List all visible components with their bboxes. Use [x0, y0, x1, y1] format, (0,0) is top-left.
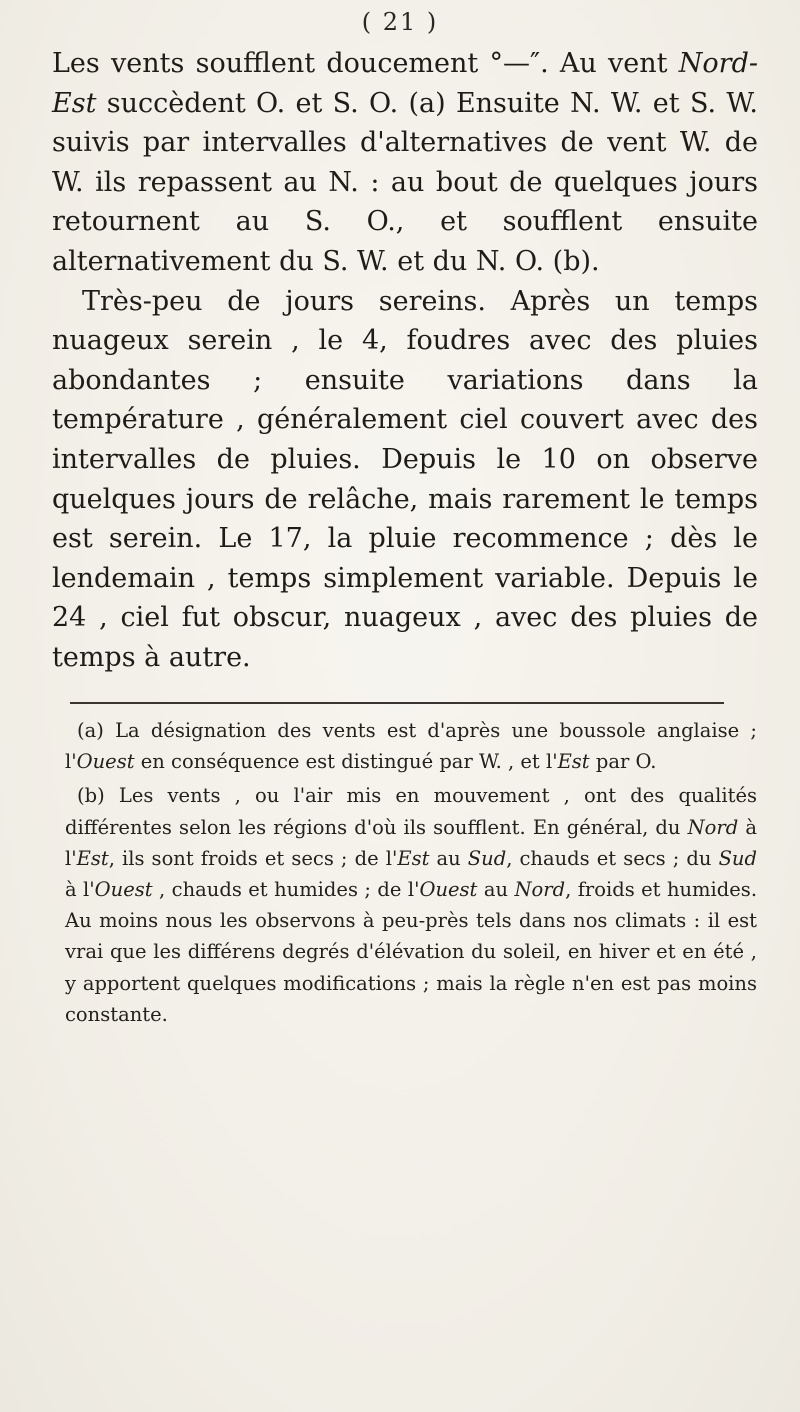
footnote-a-text: en conséquence est distingué par W. , et l' [134, 750, 558, 774]
footnote-b-italic: Nord [687, 815, 739, 839]
footnote-b-text: au [477, 878, 515, 902]
footnote-a-text: par O. [589, 750, 657, 774]
footnote-b-italic: Sud [467, 846, 507, 870]
footnote-a-italic: Ouest [76, 750, 135, 774]
footnote-b-italic: Est [76, 846, 109, 870]
footnote-b-italic: Est [397, 846, 430, 870]
footnote-b-italic: Ouest [419, 878, 478, 902]
footnote-a-text: (a) La désignation des vents est d'après une boussole anglaise ; l' [65, 719, 757, 774]
footnote-a [65, 715, 757, 777]
footnote-a-italic: Est [557, 750, 590, 774]
footnote-b-text: , ils sont froids et secs ; de l' [108, 846, 398, 870]
footnote-b-text: (b) Les vents , ou l'air mis en mouvement , ont des qualités différentes selon les régions d'où ils soufflent. En général, du [65, 784, 757, 839]
paragraph-winds-text-1: Les vents soufflent doucement °—″. Au vent [52, 48, 679, 79]
paragraph-winds-text-2: succèdent O. et S. O. (a) Ensuite N. W. et S. W. suivis par intervalles d'alternatives de vent W. de W. ils repassent au N. : au bout de quelques jours retournent au S. O., et soufflent ensuite alternativement du S. W. et du N. O. (b). [52, 87, 758, 277]
footnote-b-text: au [429, 846, 468, 870]
main-text-block [52, 44, 758, 678]
page-number: ( 21 ) [361, 8, 439, 36]
footnote-b-text: , froids et humides. Au moins nous les observons à peu-près tels dans nos climats : il est vrai que les différens degrés d'élévation du soleil, en hiver et en été , y apportent quelques modifications ; mais la règle n'en est pas moins constante. [65, 878, 758, 1026]
footnote-b-text: à l' [65, 815, 757, 870]
footnote-b [65, 780, 757, 1030]
footnote-b-italic: Ouest [94, 878, 153, 902]
footnote-b-italic: Sud [718, 846, 757, 870]
footnote-divider [70, 702, 724, 704]
paragraph-weather: Très-peu de jours sereins. Après un temps nuageux serein , le 4, foudres avec des pluies abondantes ; ensuite variations dans la température , généralement ciel couvert avec des intervalles de pluies. Depuis le 10 on observe quelques jours de relâche, mais rarement le temps est serein. Le 17, la pluie recommence ; dès le lendemain , temps simplement variable. Depuis le 24 , ciel fut obscur, nuageux , avec des pluies de temps à autre. [52, 285, 758, 673]
footnotes-block [65, 715, 757, 1030]
paragraph-winds-italic-nord-est: Nord-Est [52, 48, 758, 119]
footnote-b-italic: Nord [514, 878, 566, 902]
footnote-b-text: à l' [65, 878, 95, 902]
paragraph-winds [52, 44, 758, 282]
footnote-b-text: , chauds et humides ; de l' [152, 878, 420, 902]
footnote-b-text: , chauds et secs ; du [506, 846, 719, 870]
